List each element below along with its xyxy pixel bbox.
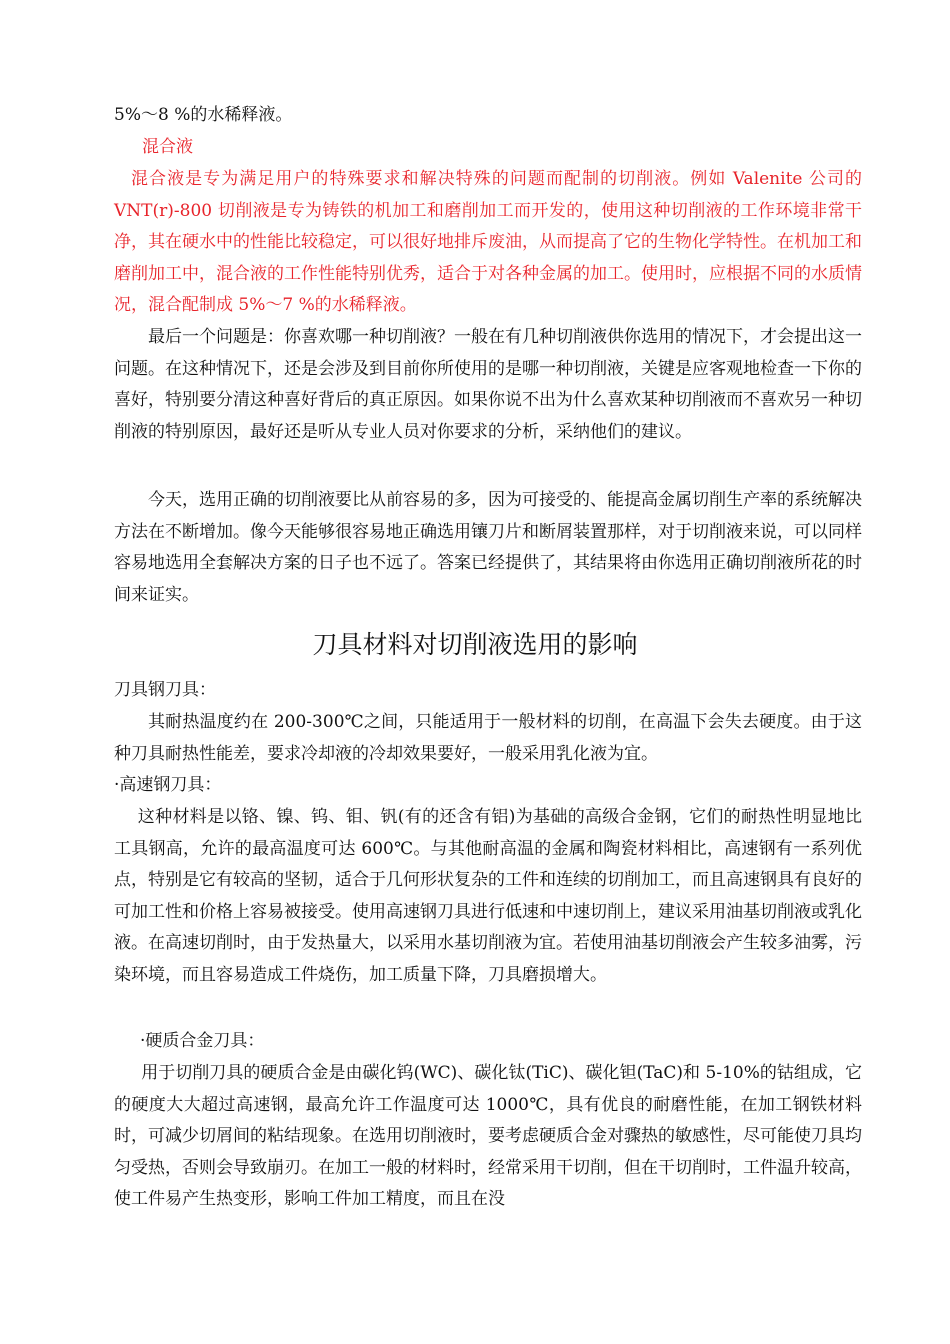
paragraph-text: 5%～8 %的水稀释液。 — [114, 105, 293, 125]
hss-title: ·高速钢刀具： — [114, 775, 222, 795]
mixed-fluid-title: 混合液 — [142, 137, 193, 157]
carbide-title: ·硬质合金刀具： — [140, 1031, 265, 1051]
tool-steel-paragraph: 其耐热温度约在 200-300℃之间，只能适用于一般材料的切削，在高温下会失去硬度。由于这种刀具耐热性能差，要求冷却液的冷却效果要好，一般采用乳化液为宜。 — [114, 712, 862, 764]
section-heading: 刀具材料对切削液选用的影响 — [312, 630, 638, 659]
today-paragraph: 今天，选用正确的切削液要比从前容易的多，因为可接受的、能提高金属切削生产率的系统解决方法在不断增加。像今天能够很容易地正确选用镶刀片和断屑装置那样，对于切削液来说，可以同样容易地选用全套解决方案的日子也不远了。答案已经提供了，其结果将由你选用正确切削液所花的时间来证实。 — [114, 490, 862, 605]
paragraph-dilution-end — [114, 100, 862, 132]
preference-paragraph: 最后一个问题是：你喜欢哪一种切削液？一般在有几种切削液供你选用的情况下，才会提出这一问题。在这种情况下，还是会涉及到目前你所使用的是哪一种切削液，关键是应客观地检查一下你的喜好，特别要分清这种喜好背后的真正原因。如果你说不出为什么喜欢某种切削液而不喜欢另一种切削液的特别原因，最好还是听从专业人员对你要求的分析，采纳他们的建议。 — [114, 327, 862, 442]
carbide-paragraph: 用于切削刀具的硬质合金是由碳化钨(WC)、碳化钛(TiC)、碳化钽(TaC)和 5-10%的钴组成，它的硬度大大超过高速钢，最高允许工作温度可达 1000℃，具有优良的耐磨性能，在加工钢铁材料时，可减少切屑间的粘结现象。在选用切削液时，要考虑硬质合金对骤热的敏感性，尽可能使刀具均匀受热，否则会导致崩刃。在加工一般的材料时，经常采用干切削，但在干切削时，工件温升较高，使工件易产生热变形，影响工件加工精度，而且在没 — [114, 1063, 862, 1209]
tool-steel-title: 刀具钢刀具： — [114, 680, 216, 700]
hss-paragraph: 这种材料是以铬、镍、钨、钼、钒(有的还含有铝)为基础的高级合金钢，它们的耐热性明显地比工具钢高，允许的最高温度可达 600℃。与其他耐高温的金属和陶瓷材料相比，高速钢有一系列优点，特别是它有较高的坚韧，适合于几何形状复杂的工件和连续的切削加工，而且高速钢具有良好的可加工性和价格上容易被接受。使用高速钢刀具进行低速和中速切削上，建议采用油基切削液或乳化液。在高速切削时，由于发热量大，以采用水基切削液为宜。若使用油基切削液会产生较多油雾，污染环境，而且容易造成工件烧伤，加工质量下降，刀具磨损增大。 — [114, 807, 862, 985]
mixed-fluid-paragraph: 混合液是专为满足用户的特殊要求和解决特殊的问题而配制的切削液。例如 Valenite 公司的 VNT(r)-800 切削液是专为铸铁的机加工和磨削加工而开发的，使用这种切削液的工作环境非常干净，其在硬水中的性能比较稳定，可以很好地排斥废油，从而提高了它的生物化学特性。在机加工和磨削加工中，混合液的工作性能特别优秀，适合于对各种金属的加工。使用时，应根据不同的水质情况，混合配制成 5%～7 %的水稀释液。 — [114, 169, 862, 315]
